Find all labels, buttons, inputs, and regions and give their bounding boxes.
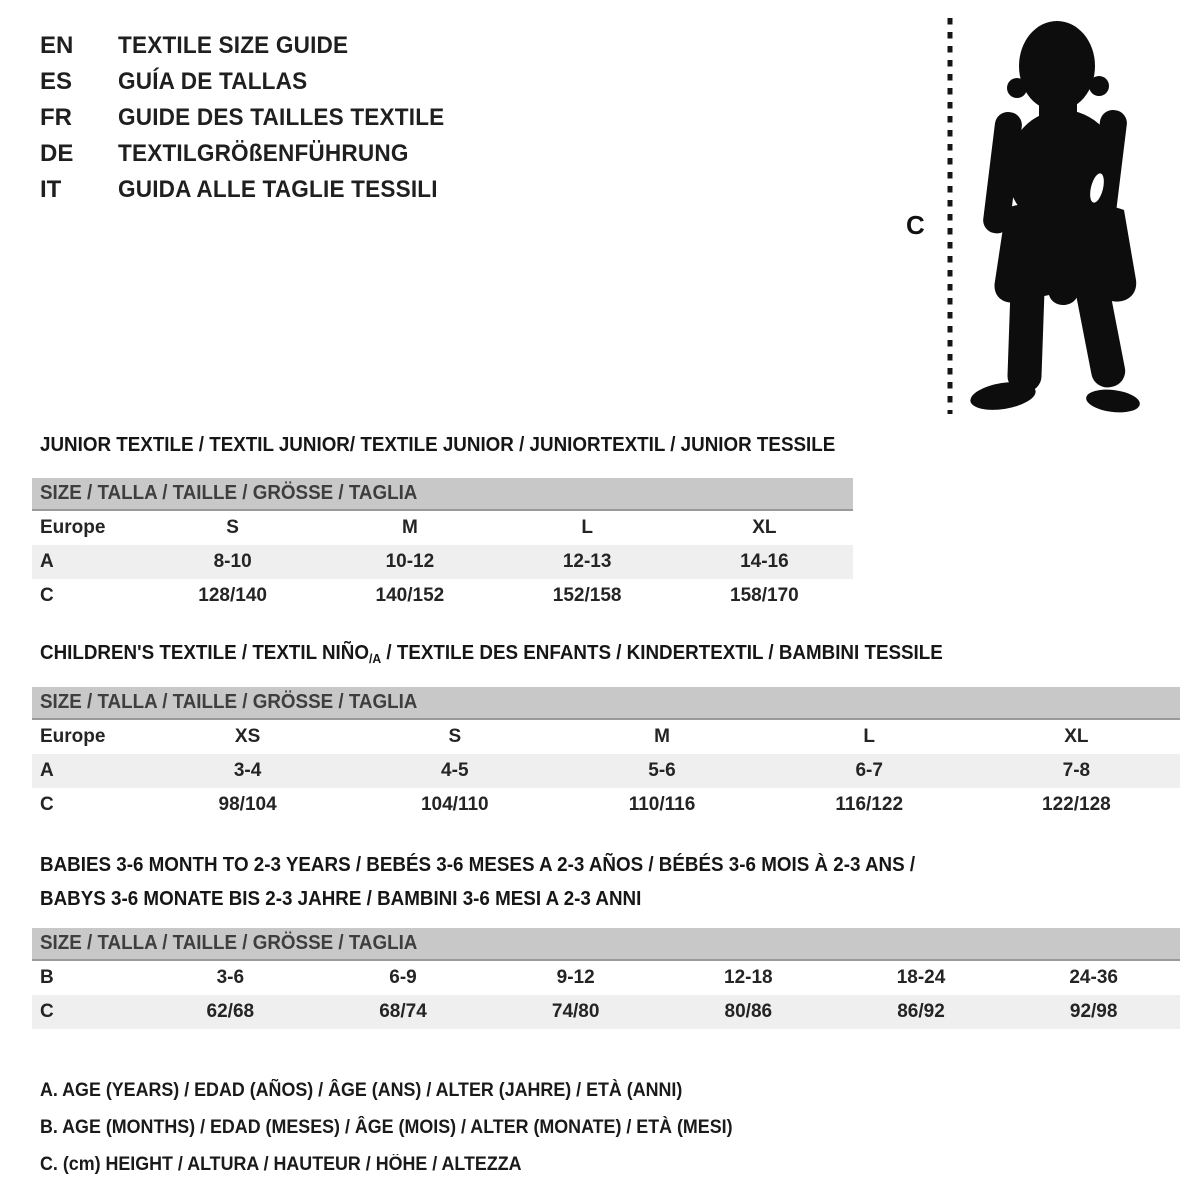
column-header: L: [863, 726, 875, 747]
height-figure: [900, 12, 1160, 426]
language-code: FR: [40, 104, 72, 131]
language-code: ES: [40, 68, 73, 95]
language-row-fr: [40, 100, 465, 136]
table-cell: 86/92: [897, 1001, 945, 1022]
height-measure-label: C: [906, 210, 925, 240]
row-label: B: [40, 967, 54, 988]
table-cell: 7-8: [1062, 760, 1091, 781]
children-title-pre: CHILDREN'S TEXTILE / TEXTIL NIÑO: [40, 642, 369, 664]
babies-title-line1: BABIES 3-6 MONTH TO 2-3 YEARS / BEBÉS 3-6 MESES A 2-3 AÑOS / BÉBÉS 3-6 MOIS À 2-3 ANS /: [40, 854, 916, 876]
table-cell: 158/170: [730, 585, 799, 606]
table-row-height: [32, 579, 853, 613]
size-header-text: SIZE / TALLA / TAILLE / GRÖSSE / TAGLIA: [40, 691, 418, 713]
language-code: IT: [40, 176, 62, 203]
language-title: GUIDE DES TAILLES TEXTILE: [118, 104, 445, 131]
children-title-sub: /A: [368, 651, 382, 666]
table-cell: 152/158: [552, 585, 622, 606]
table-cell: 110/116: [628, 794, 696, 815]
table-row-age: [32, 754, 1180, 788]
table-row-age-months: [32, 961, 1180, 995]
table-cell: 80/86: [724, 1001, 773, 1022]
column-header: Europe: [40, 517, 106, 538]
children-title-text: [40, 642, 943, 666]
legend-age-months: B. AGE (MONTHS) / EDAD (MESES) / ÂGE (MOIS) / ALTER (MONATE) / ETÀ (MESI): [40, 1117, 733, 1138]
language-title: GUÍA DE TALLAS: [118, 68, 308, 95]
table-row-age: [32, 545, 853, 579]
size-header-text: SIZE / TALLA / TAILLE / GRÖSSE / TAGLIA: [40, 932, 418, 954]
table-cell: 98/104: [218, 794, 277, 815]
table-cell: 92/98: [1069, 1001, 1118, 1022]
legend-age-years: A. AGE (YEARS) / EDAD (AÑOS) / ÂGE (ANS) / ALTER (JAHRE) / ETÀ (ANNI): [40, 1080, 683, 1101]
row-label: A: [40, 760, 54, 781]
column-header: M: [654, 726, 670, 747]
babies-title-line2: BABYS 3-6 MONATE BIS 2-3 JAHRE / BAMBINI 3-6 MESI A 2-3 ANNI: [40, 888, 642, 910]
row-label: C: [40, 794, 54, 815]
table-cell: 62/68: [206, 1001, 255, 1022]
size-header-text: SIZE / TALLA / TAILLE / GRÖSSE / TAGLIA: [40, 482, 418, 504]
table-cell: 14-16: [740, 551, 789, 572]
column-header: S: [448, 726, 462, 747]
table-cell: 9-12: [556, 967, 595, 988]
table-cell: 10-12: [385, 551, 435, 572]
table-cell: 24-36: [1069, 967, 1118, 988]
table-cell: 3-6: [216, 967, 245, 988]
table-cell: 6-7: [855, 760, 883, 781]
table-cell: 104/110: [420, 794, 489, 815]
column-header: S: [226, 517, 239, 538]
junior-size-table: [32, 478, 853, 613]
babies-size-table: [32, 928, 1180, 1029]
column-header: L: [581, 517, 593, 538]
table-cell: 68/74: [379, 1001, 427, 1022]
size-header-bar: [32, 687, 1180, 720]
table-cell: 12-18: [724, 967, 773, 988]
language-code: EN: [40, 32, 74, 59]
row-label: C: [40, 1001, 54, 1022]
table-cell: 4-5: [441, 760, 469, 781]
table-header-row: [32, 511, 853, 545]
table-cell: 12-13: [562, 551, 612, 572]
language-title: TEXTILGRÖßENFÜHRUNG: [118, 140, 409, 167]
children-section-title: [40, 642, 1000, 666]
size-header-bar: [32, 478, 853, 511]
toddler-silhouette: [900, 12, 1160, 426]
language-title: GUIDA ALLE TAGLIE TESSILI: [118, 176, 438, 203]
junior-section-title: [40, 434, 886, 457]
size-header-bar: [32, 928, 1180, 961]
column-header: XS: [234, 726, 261, 747]
language-row-de: [40, 136, 465, 172]
column-header: XL: [1064, 726, 1089, 747]
language-row-it: [40, 172, 465, 208]
children-size-table: [32, 687, 1180, 822]
table-cell: 128/140: [198, 585, 267, 606]
table-cell: 116/122: [835, 794, 904, 815]
table-row-height: [32, 788, 1180, 822]
language-title-list: [40, 28, 465, 208]
table-cell: 140/152: [375, 585, 445, 606]
measure-legend: [40, 1072, 777, 1183]
table-cell: 8-10: [213, 551, 252, 572]
table-cell: 5-6: [648, 760, 676, 781]
column-header: M: [401, 517, 418, 538]
table-header-row: [32, 720, 1180, 754]
column-header: XL: [752, 517, 777, 538]
language-code: DE: [40, 140, 74, 167]
row-label: A: [40, 551, 54, 572]
row-label: C: [40, 585, 54, 606]
legend-height-cm: C. (cm) HEIGHT / ALTURA / HAUTEUR / HÖHE / ALTEZZA: [40, 1154, 522, 1175]
children-title-post: / TEXTILE DES ENFANTS / KINDERTEXTIL / BAMBINI TESSILE: [381, 642, 943, 664]
language-row-es: [40, 64, 465, 100]
junior-title-text: JUNIOR TEXTILE / TEXTIL JUNIOR/ TEXTILE JUNIOR / JUNIORTEXTIL / JUNIOR TESSILE: [40, 434, 836, 456]
table-cell: 3-4: [233, 760, 262, 781]
table-cell: 122/128: [1042, 794, 1111, 815]
table-row-height: [32, 995, 1180, 1029]
table-cell: 6-9: [389, 967, 417, 988]
language-row-en: [40, 28, 465, 64]
language-title: TEXTILE SIZE GUIDE: [118, 32, 349, 59]
table-cell: 74/80: [551, 1001, 600, 1022]
table-cell: 18-24: [896, 967, 946, 988]
column-header: Europe: [40, 726, 106, 747]
babies-section-title: [40, 848, 971, 916]
